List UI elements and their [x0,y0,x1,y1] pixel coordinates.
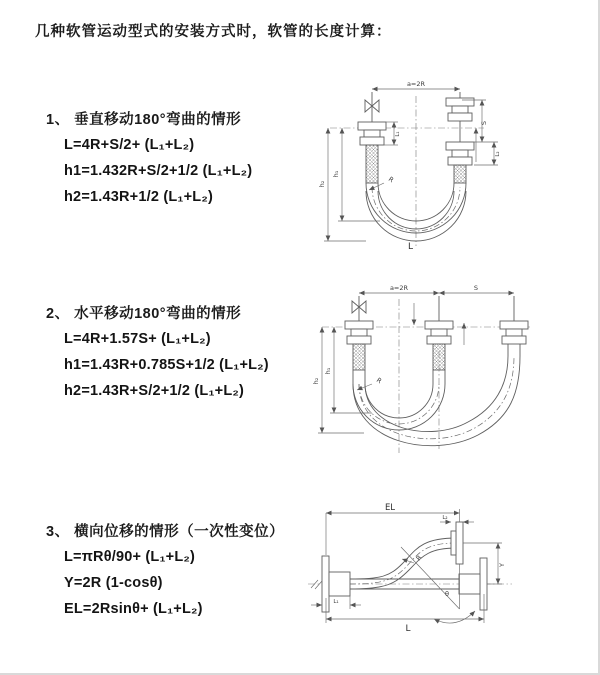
dim-label-s: S [473,284,479,292]
radius-callout [402,553,424,563]
dimension-a-2r [359,284,439,293]
formula-line: EL=2Rsinθ+ (L₁+L₂) [64,601,203,617]
dim-label-h2: h₂ [318,180,326,188]
dim-label-h2: h₂ [312,377,320,385]
dimension-l2 [474,142,501,165]
section-1-heading: 1、 垂直移动180°弯曲的情形 [46,112,242,128]
dim-label-l: L [405,624,411,634]
braided-hose-section [353,344,365,370]
diagram-vertical-180-bend [314,76,560,252]
braided-hose-section [366,145,378,183]
top-flange-assembly [451,522,463,564]
length-label: L [408,242,414,252]
dim-label-s: S [480,120,488,126]
right-flange-assembly [459,558,487,610]
formula-line: L=πRθ/90+ (L₁+L₂) [64,549,196,565]
left-pipe-assembly [358,92,386,183]
dim-label-el: EL [384,503,396,513]
dim-label-l1: L₁ [395,131,401,137]
radius-label: R [374,376,384,386]
dim-label-h1: h₁ [332,170,340,178]
formula-line: h1=1.43R+0.785S+1/2 (L₁+L₂) [64,357,269,373]
theta-label: θ [445,590,449,598]
radius-label: R [386,175,396,185]
dimension-s [439,284,514,293]
formula-line: Y=2R (1-cosθ) [64,575,163,591]
datum-mark [311,580,322,589]
dim-label-l2: L₂ [495,151,501,157]
diagram-lateral-displacement [298,497,528,647]
braided-hose-section [433,344,445,370]
dimension-l1 [311,596,361,609]
dim-label-l2: L₂ [442,515,448,521]
dimension-l1 [384,122,401,145]
dim-label-a2r: a=2R [406,80,426,88]
right-pipe-assembly [500,296,528,356]
radius-label: R [414,553,424,563]
formula-line: L=4R+S/2+ (L₁+L₂) [64,137,195,153]
dimension-a-2r [372,80,460,89]
left-pipe-assembly [345,296,373,384]
hose-displaced-position [350,538,456,589]
dimension-l2 [440,515,474,522]
page-title: 几种软管运动型式的安装方式时，软管的长度计算： [35,24,392,40]
section-3-heading: 3、 横向位移的情形（一次性变位） [46,524,285,540]
dim-label-y: Y [498,563,506,567]
dimension-el [326,503,460,555]
section-2-heading: 2、 水平移动180°弯曲的情形 [46,306,242,322]
valve-icon [352,301,359,313]
dim-label-a2r: a=2R [389,284,409,292]
dim-label-l1: L₁ [333,599,339,605]
formula-line: h2=1.43R+S/2+1/2 (L₁+L₂) [64,383,245,399]
valve-icon [365,100,372,112]
valve-icon [359,301,366,313]
formula-line: L=4R+1.57S+ (L₁+L₂) [64,331,211,347]
formula-line: h2=1.43R+1/2 (L₁+L₂) [64,189,214,205]
right-pipe-assembly [446,92,476,183]
formula-line: h1=1.432R+S/2+1/2 (L₁+L₂) [64,163,253,179]
diagram-horizontal-180-bend [314,281,560,461]
valve-icon [372,100,379,112]
dim-label-h1: h₁ [324,367,332,375]
braided-hose-section [454,165,466,183]
radius-callout [357,376,384,390]
